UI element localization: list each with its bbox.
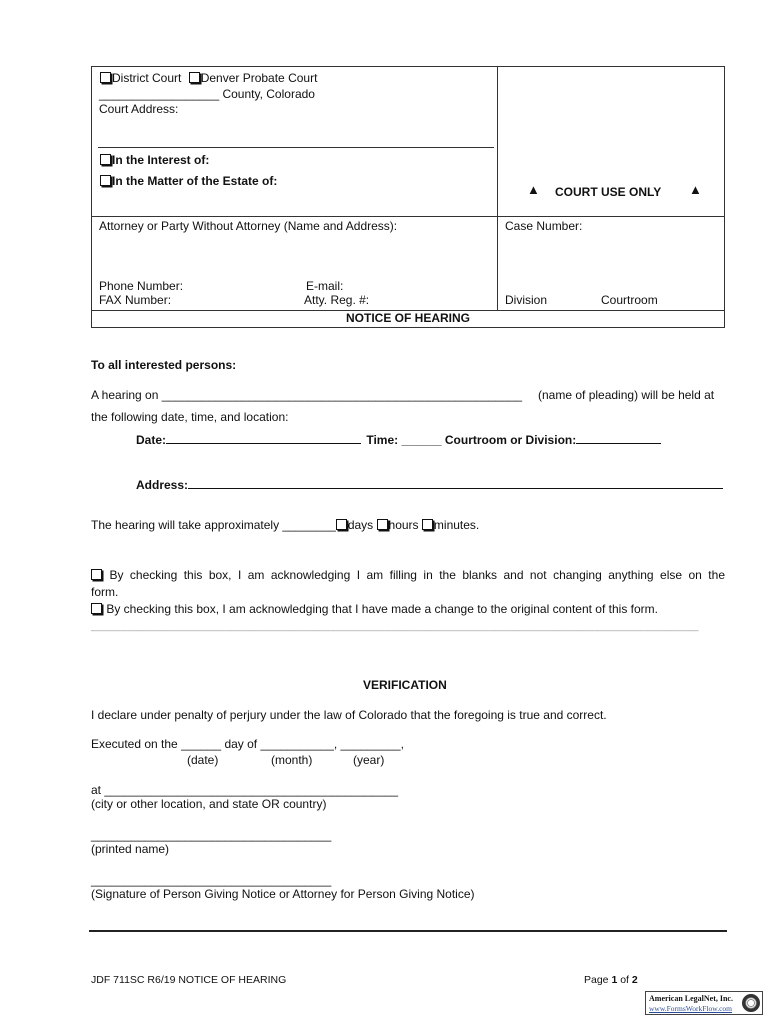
- page-indicator: [584, 974, 638, 986]
- declare-text: I declare under penalty of perjury under the law of Colorado that the foregoing is true and correct.: [91, 708, 607, 722]
- following-line: the following date, time, and location:: [91, 410, 289, 424]
- courtroom-label: Courtroom: [601, 293, 658, 307]
- page-total: 2: [631, 974, 638, 986]
- court-use-only: COURT USE ONLY: [555, 185, 662, 199]
- hearing-line-end: (name of pleading) will be held at: [538, 388, 715, 402]
- in-matter-row: [100, 174, 277, 188]
- in-interest-label: In the Interest of:: [112, 153, 210, 167]
- hours-checkbox[interactable]: [377, 519, 388, 530]
- courtroom-division-label: Courtroom or Division:: [444, 433, 577, 447]
- district-court-checkbox[interactable]: [100, 72, 111, 83]
- printed-name-line[interactable]: ____________________________________: [91, 828, 332, 842]
- in-matter-label: In the Matter of the Estate of:: [112, 174, 278, 188]
- date-time-row: [136, 432, 661, 447]
- triangle-up-icon: ▲: [527, 182, 540, 197]
- verification-heading: VERIFICATION: [363, 678, 447, 692]
- time-field[interactable]: ______: [401, 433, 442, 447]
- denver-probate-label: Denver Probate Court: [200, 71, 318, 85]
- form-title: NOTICE OF HEARING: [345, 311, 470, 325]
- address-field[interactable]: [188, 477, 723, 489]
- month-caption: (month): [271, 753, 313, 767]
- in-interest-checkbox[interactable]: [100, 154, 111, 165]
- form-id: JDF 711SC R6/19 NOTICE OF HEARING: [91, 974, 287, 986]
- time-label: Time:: [366, 433, 399, 447]
- acknowledge-change-checkbox[interactable]: [91, 603, 102, 614]
- court-type-row: [100, 71, 317, 85]
- acknowledge-row-1-cont: form.: [91, 585, 119, 599]
- footer-rule: [89, 930, 727, 932]
- caption-divider-party: [98, 147, 494, 148]
- approx-text: The hearing will take approximately ________: [91, 518, 336, 532]
- district-court-label: District Court: [112, 71, 182, 85]
- email-label: E-mail:: [306, 279, 344, 293]
- in-interest-row: [100, 153, 209, 167]
- acknowledge-no-change-text: By checking this box, I am acknowledging I am filling in the blanks and not changing anything else on the: [103, 568, 725, 582]
- hours-label: hours: [388, 518, 419, 532]
- legalnet-logo[interactable]: [645, 991, 763, 1015]
- duration-row: [91, 518, 479, 532]
- triangle-up-icon: ▲: [689, 182, 702, 197]
- courtroom-field[interactable]: [576, 432, 661, 444]
- signature-line[interactable]: ____________________________________: [91, 873, 332, 887]
- fax-label: FAX Number:: [99, 293, 172, 307]
- separator-line: ___________________________________________________________________________________________________: [91, 620, 699, 632]
- minutes-label: minutes.: [433, 518, 480, 532]
- acknowledge-row-1: [91, 568, 725, 582]
- year-caption: (year): [353, 753, 385, 767]
- case-number-label: Case Number:: [505, 219, 583, 233]
- days-checkbox[interactable]: [336, 519, 347, 530]
- phone-label: Phone Number:: [99, 279, 184, 293]
- page-prefix: Page: [584, 974, 612, 986]
- atty-reg-label: Atty. Reg. #:: [304, 293, 370, 307]
- date-field[interactable]: [166, 432, 361, 444]
- county-line: __________________ County, Colorado: [99, 87, 315, 101]
- caption-divider-attorney: [91, 216, 725, 217]
- page-number: 1: [611, 974, 618, 986]
- acknowledge-no-change-checkbox[interactable]: [91, 569, 102, 580]
- date-label: Date:: [136, 433, 167, 447]
- page-of: of: [617, 974, 632, 986]
- logo-company: American LegalNet, Inc.: [649, 994, 733, 1003]
- days-label: days: [347, 518, 374, 532]
- minutes-checkbox[interactable]: [422, 519, 433, 530]
- address-row: [136, 477, 723, 492]
- logo-link[interactable]: www.FormsWorkFlow.com: [649, 1004, 733, 1013]
- executed-line: Executed on the ______ day of ___________, _________,: [91, 737, 404, 751]
- court-address-label: Court Address:: [99, 102, 179, 116]
- location-line[interactable]: at ____________________________________________: [91, 783, 398, 797]
- address-label: Address:: [136, 478, 189, 492]
- signature-caption: (Signature of Person Giving Notice or Attorney for Person Giving Notice): [91, 887, 475, 901]
- caption-divider-vertical: [497, 66, 498, 310]
- attorney-label: Attorney or Party Without Attorney (Name and Address):: [99, 219, 398, 233]
- acknowledge-change-text: By checking this box, I am acknowledging that I have made a change to the original content of this form.: [103, 602, 658, 616]
- date-caption: (date): [187, 753, 219, 767]
- printed-name-caption: (printed name): [91, 842, 170, 856]
- acknowledge-row-2: [91, 602, 658, 616]
- in-matter-checkbox[interactable]: [100, 175, 111, 186]
- division-label: Division: [505, 293, 548, 307]
- to-all-heading: To all interested persons:: [91, 358, 237, 372]
- hearing-line: A hearing on ______________________________________________________: [91, 388, 523, 402]
- denver-probate-checkbox[interactable]: [189, 72, 200, 83]
- seal-icon: [742, 994, 760, 1012]
- location-caption: (city or other location, and state OR country): [91, 797, 327, 811]
